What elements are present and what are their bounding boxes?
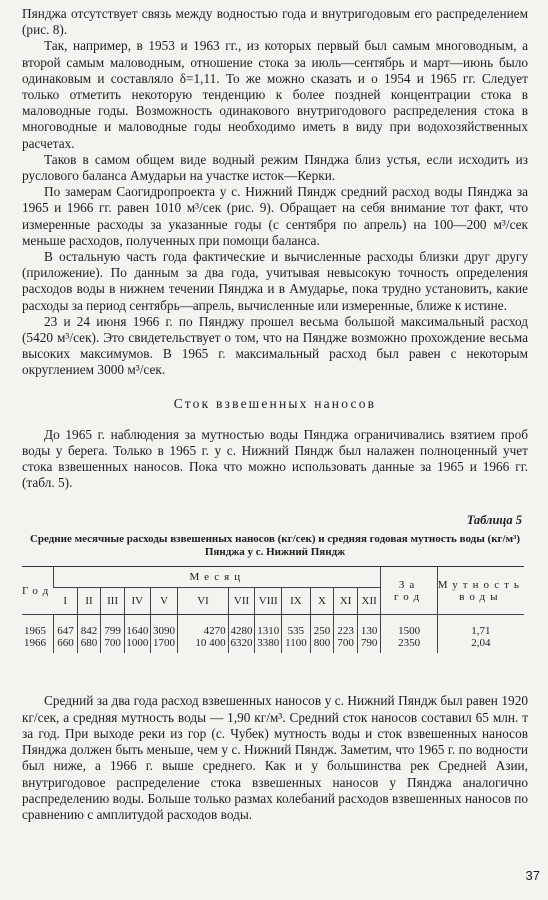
cell-value: 4270 bbox=[203, 625, 226, 638]
table-cell bbox=[54, 615, 78, 654]
table-cell bbox=[178, 615, 228, 654]
table-cell bbox=[77, 615, 101, 654]
page-number: 37 bbox=[525, 868, 540, 883]
paragraph-2: Так, например, в 1953 и 1963 гг., из которых первый был самым многоводным, а второй самым маловодным, отношение стока за июль—сентябрь и март—июнь было одинаковым и составляло δ=1,11. То же можно сказать и о 1954 и 1965 гг. Следует только отметить некоторую тенденцию к более поздней концентрации стока в маловодные годы. Возможность одинакового внутригодового распределения стока в многоводные и маловодные годы необходимо иметь в виду при водохозяйственных расчетах. bbox=[22, 38, 528, 151]
paragraph-after-table: Средний за два года расход взвешенных наносов у с. Нижний Пяндж был равен 1920 кг/сек, а средняя мутность воды — 1,90 кг/м³. Средний сток наносов составил 65 млн. т за год. При выходе реки из гор (с. Чубек) мутность воды и сток взвешенных наносов Пянджа должен быть меньше, чем у с. Нижний Пяндж. Заметим, что 1965 г. по водности был ниже, а 1966 г. выше среднего. Как и у большинства рек Средней Азии, внутригодовое распределение стока взвешенных наносов у Пянджа аналогично распределению воды. Больше только размах колебаний расходов взвешенных наносов по сравнению с амплитудой расходов воды. bbox=[22, 693, 528, 822]
table-row bbox=[22, 615, 524, 654]
month-header: IV bbox=[124, 588, 150, 615]
table-cell-year bbox=[22, 615, 54, 654]
table-cell bbox=[282, 615, 311, 654]
col-month-group-header: Месяц bbox=[54, 567, 381, 588]
paragraph-4: По замерам Саогидропроекта у с. Нижний Пяндж средний расход воды Пянджа за 1965 и 1966 гг. равен 1010 м³/сек (рис. 9). Обращает на себя внимание тот факт, что измеренные расходы за указанные годы (с сентября по апрель) на 100—200 м³/сек меньше расходов, полученных при помощи баланса. bbox=[22, 184, 528, 248]
paragraph-3: Таков в самом общем виде водный режим Пянджа близ устья, если исходить из руслового баланса Амударьи на участке исток—Керки. bbox=[22, 151, 528, 184]
cell-value: 2350 bbox=[398, 637, 421, 650]
cell-value: 10 400 bbox=[195, 637, 226, 650]
table-cell-turbidity bbox=[437, 615, 524, 654]
cell-value: 2,04 bbox=[471, 637, 491, 650]
month-header: X bbox=[310, 588, 334, 615]
year-1966: 1966 bbox=[24, 637, 46, 650]
cell-value: 799 bbox=[104, 625, 121, 638]
month-header: XII bbox=[357, 588, 381, 615]
table-cell bbox=[310, 615, 334, 654]
month-header: III bbox=[101, 588, 125, 615]
month-header: IX bbox=[282, 588, 311, 615]
paragraph-1: Пянджа отсутствует связь между водностью года и внутригодовым его распределением (рис. 8). bbox=[22, 6, 528, 38]
table-cell bbox=[357, 615, 381, 654]
cell-value: 800 bbox=[313, 637, 331, 650]
cell-value: 1700 bbox=[153, 637, 176, 650]
cell-value: 6320 bbox=[230, 637, 253, 650]
cell-value: 3090 bbox=[153, 625, 176, 638]
cell-value: 223 bbox=[337, 625, 354, 638]
cell-value: 1310 bbox=[257, 625, 280, 638]
cell-value: 700 bbox=[337, 637, 354, 650]
table-cell-annual bbox=[381, 615, 437, 654]
section-heading: Сток взвешенных наносов bbox=[173, 395, 377, 411]
cell-value: 842 bbox=[80, 625, 98, 638]
table-label: Таблица 5 bbox=[466, 513, 522, 528]
cell-value: 660 bbox=[57, 637, 74, 650]
table-cell bbox=[124, 615, 150, 654]
cell-value: 250 bbox=[313, 625, 331, 638]
paragraph-section: До 1965 г. наблюдения за мутностью воды Пянджа ограничивались взятием проб воды у берега. Только в 1965 г. у с. Нижний Пяндж был налажен полноценный учет стока взвешенных наносов. Пока что можно использовать данные за 1965 и 1966 гг. (табл. 5). bbox=[22, 426, 528, 491]
month-header: VII bbox=[228, 588, 255, 615]
paragraph-5: В остальную часть года фактические и вычисленные расходы близки друг другу (приложение). По данным за два года, учитывая невысокую точность определения расходов воды в нижнем течении Пянджа и в Амударье, пока трудно установить, какие расходы за период сентябрь—апрель, вычисленные или измеренные, ближе к истине. bbox=[22, 249, 528, 313]
paragraph-6: 23 и 24 июня 1966 г. по Пянджу прошел весьма большой максимальный расход (5420 м³/сек). Это свидетельствует о том, что на Пяндже возможно прохождение весьма высоких максимумов. В 1965 г. максимальный расход был равен с некоторым округлением 3000 м³/сек. bbox=[22, 313, 528, 378]
cell-value: 130 bbox=[360, 625, 378, 638]
month-header: XI bbox=[334, 588, 358, 615]
month-header: V bbox=[150, 588, 178, 615]
cell-value: 1,71 bbox=[471, 625, 491, 638]
cell-value: 1500 bbox=[398, 625, 421, 638]
cell-value: 4280 bbox=[230, 625, 253, 638]
col-turbidity-header: Мутность воды bbox=[437, 567, 524, 615]
table-caption: Средние месячные расходы взвешенных наносов (кг/сек) и средняя годовая мутность воды (кг/м³) Пянджа у с. Нижний Пяндж bbox=[29, 533, 521, 558]
cell-value: 647 bbox=[57, 625, 74, 638]
cell-value: 790 bbox=[360, 637, 378, 650]
table-cell bbox=[228, 615, 255, 654]
col-year-header: Год bbox=[22, 567, 54, 615]
cell-value: 3380 bbox=[257, 637, 280, 650]
month-header: II bbox=[77, 588, 101, 615]
month-header: VIII bbox=[255, 588, 282, 615]
table-cell bbox=[334, 615, 358, 654]
table-cell bbox=[255, 615, 282, 654]
cell-value: 1100 bbox=[285, 637, 307, 650]
page bbox=[22, 6, 528, 823]
cell-value: 1640 bbox=[126, 625, 149, 638]
cell-value: 535 bbox=[287, 625, 305, 638]
cell-value: 680 bbox=[80, 637, 98, 650]
month-header: I bbox=[63, 595, 68, 608]
col-annual-header: За год bbox=[381, 567, 437, 615]
table-cell bbox=[101, 615, 125, 654]
cell-value: 1000 bbox=[126, 637, 149, 650]
month-header: VI bbox=[178, 588, 228, 615]
year-1965: 1965 bbox=[24, 625, 46, 638]
cell-value: 700 bbox=[104, 637, 121, 650]
table-cell bbox=[150, 615, 178, 654]
sediment-table bbox=[22, 566, 524, 653]
